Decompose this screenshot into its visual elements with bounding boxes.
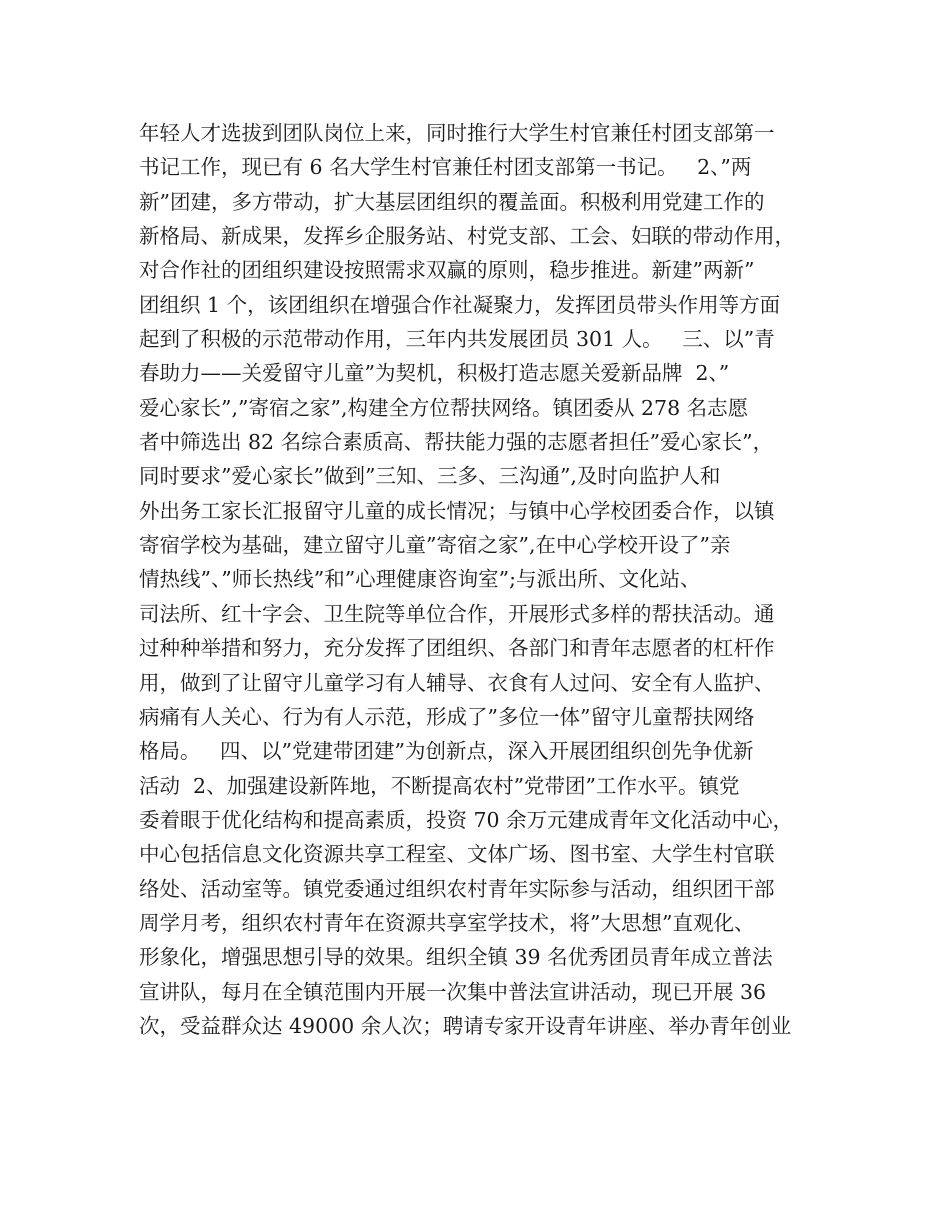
text-line: 者中筛选出 82 名综合素质高、帮扶能力强的志愿者担任”爱心家长”， [139, 430, 774, 455]
text-line: 起到了积极的示范带动作用，三年内共发展团员 301 人。 三、以”青 [139, 327, 775, 352]
text-line: 同时要求”爱心家长”做到”三知、三多、三沟通”,及时向监护人和 [139, 464, 721, 489]
text-line: 寄宿学校为基础，建立留守儿童”寄宿之家”,在中心学校开设了”亲 [139, 533, 731, 558]
text-line: 新格局、新成果，发挥乡企服务站、村党支部、工会、妇联的带动作用， [139, 224, 795, 249]
text-line: 书记工作，现已有 6 名大学生村官兼任村团支部第一书记。 2、”两 [139, 155, 752, 180]
text-line: 形象化，增强思想引导的效果。组织全镇 39 名优秀团员青年成立普法 [139, 945, 773, 970]
text-line: 对合作社的团组织建设按照需求双赢的原则，稳步推进。新建”两新” [139, 258, 755, 283]
text-line: 过种种举措和努力，充分发挥了团组织、各部门和青年志愿者的杠杆作 [139, 636, 775, 661]
text-line: 用，做到了让留守儿童学习有人辅导、衣食有人过问、安全有人监护、 [139, 670, 775, 695]
text-line: 次，受益群众达 49000 余人次；聘请专家开设青年讲座、举办青年创业 [139, 1013, 792, 1038]
text-line: 新”团建，多方带动，扩大基层团组织的覆盖面。积极利用党建工作的 [139, 189, 765, 214]
text-line: 外出务工家长汇报留守儿童的成长情况；与镇中心学校团委合作，以镇 [139, 498, 775, 523]
text-line: 委着眼于优化结构和提高素质，投资 70 余万元建成青年文化活动中心， [139, 807, 794, 832]
text-line: 年轻人才选拔到团队岗位上来，同时推行大学生村官兼任村团支部第一 [139, 121, 775, 145]
text-line: 络处、活动室等。镇党委通过组织农村青年实际参与活动，组织团干部 [139, 876, 775, 901]
body-text [139, 116, 839, 1043]
text-line: 活动 2、加强建设新阵地，不断提高农村”党带团”工作水平。镇党 [139, 773, 740, 798]
text-line: 团组织 1 个，该团组织在增强合作社凝聚力，发挥团员带头作用等方面 [139, 292, 781, 317]
text-line: 中心包括信息文化资源共享工程室、文体广场、图书室、大学生村官联 [139, 842, 775, 867]
text-line: 春助力——关爱留守儿童”为契机，积极打造志愿关爱新品牌 2、” [139, 361, 730, 386]
text-line: 周学月考，组织农村青年在资源共享室学技术，将”大思想”直观化、 [139, 910, 755, 935]
text-line: 格局。 四、以”党建带团建”为创新点，深入开展团组织创先争优新 [139, 739, 754, 764]
text-line: 宣讲队，每月在全镇范围内开展一次集中普法宣讲活动，现已开展 36 [139, 979, 767, 1004]
text-line: 爱心家长”,”寄宿之家”,构建全方位帮扶网络。镇团委从 278 名志愿 [139, 395, 749, 420]
text-line: 司法所、红十字会、卫生院等单位合作，开展形式多样的帮扶活动。通 [139, 601, 775, 626]
text-line: 情热线”、”师长热线”和”心理健康咨询室”;与派出所、文化站、 [139, 567, 701, 592]
text-line: 病痛有人关心、行为有人示范，形成了”多位一体”留守儿童帮扶网络 [139, 704, 755, 729]
